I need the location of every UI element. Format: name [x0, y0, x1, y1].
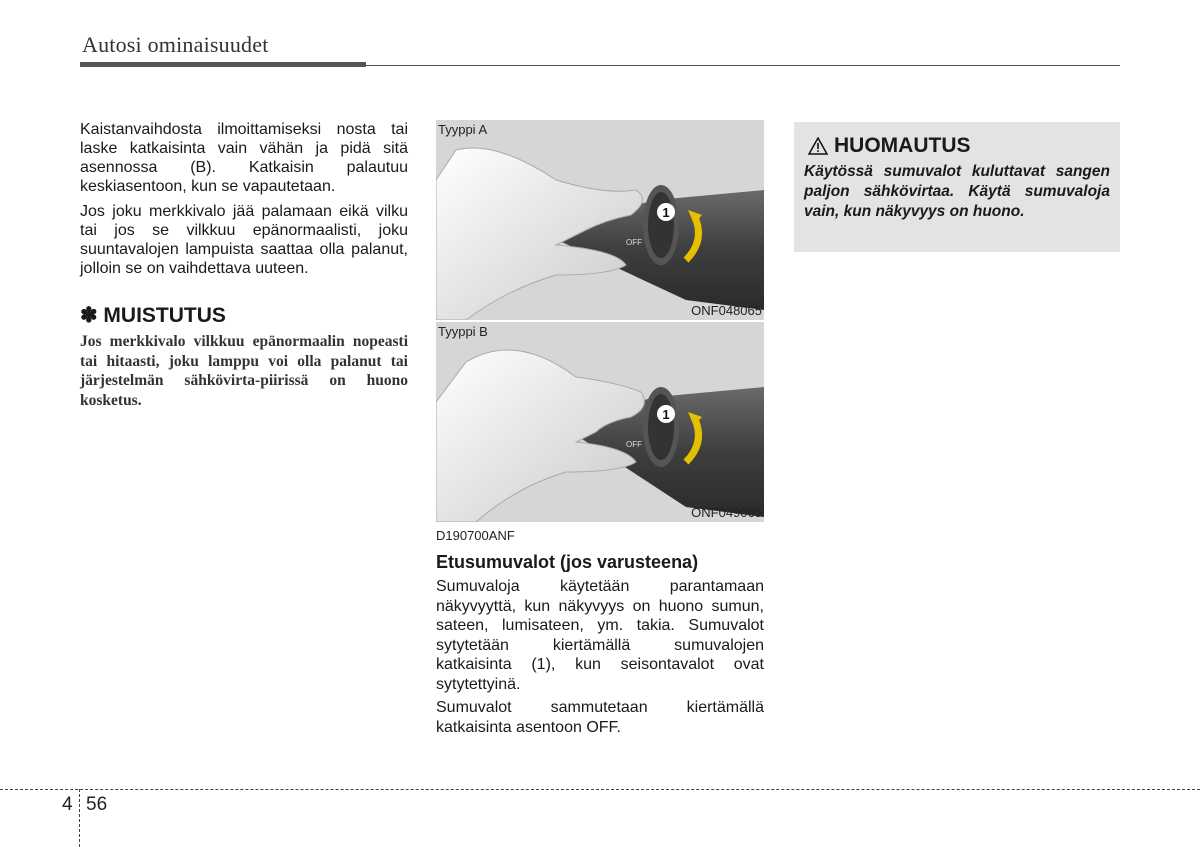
callout-1-b: 1: [662, 407, 670, 422]
header-rule-thick: [80, 62, 366, 67]
stalk-hand-illustration-a: [436, 120, 764, 320]
figure-type-b: [436, 322, 764, 522]
figure-type-a: [436, 120, 764, 320]
caution-body: Käytössä sumuvalot kuluttavat sangen paljon sähkövirtaa. Käytä sumuvaloja vain, kun näkyvyys on huono.: [804, 163, 1110, 220]
section-title: Etusumuvalot (jos varusteena): [436, 552, 699, 572]
switch-off-label-a: OFF: [626, 238, 642, 247]
warning-triangle-icon: [808, 137, 828, 155]
figure-b-label: Tyyppi B: [438, 324, 488, 339]
left-paragraph-2: Jos joku merkkivalo jää palamaan eikä vilku tai jos se vilkkuu epänormaalisti, joku suuntavalojen lampuista saattaa olla palanut, jolloin se on vaihdettava uuteen.: [80, 203, 408, 277]
note-body: Jos merkkivalo vilkkuu epänormaalin nopeasti tai hitaasti, joku lamppu voi olla palanut tai järjestelmän sähkövirta-piirissä on huono kosketus.: [80, 333, 408, 409]
switch-off-label-b: OFF: [626, 440, 642, 449]
figure-b-code: ONF049065: [691, 505, 762, 520]
stalk-hand-illustration-b: [436, 322, 764, 522]
page-header-title: Autosi ominaisuudet: [82, 32, 269, 57]
middle-paragraph-2: Sumuvalot sammutetaan kiertämällä katkaisinta asentoon OFF.: [436, 699, 764, 736]
caution-title: HUOMAUTUS: [834, 134, 971, 157]
left-column: [80, 120, 408, 410]
section-code: D190700ANF: [436, 528, 515, 543]
left-paragraph-1: Kaistanvaihdosta ilmoittamiseksi nosta tai laske katkaisinta vain vähän ja pidä sitä asennossa (B). Katkaisin palautuu keskiasentoon, kun se vapautetaan.: [80, 121, 408, 195]
middle-paragraph-1: Sumuvaloja käytetään parantamaan näkyvyyttä, kun näkyvyys on huono sumun, sateen, lumisateen, ym. takia. Sumuvalot sytytetään kiertämällä sumuvalojen katkaisinta (1), kun seisontavalot ovat sytytettyinä.: [436, 578, 764, 693]
caution-heading: [808, 134, 971, 158]
section-number: 4: [62, 794, 73, 815]
note-title: ✽ MUISTUTUS: [80, 304, 226, 327]
page-number: 56: [86, 794, 108, 815]
callout-1-a: 1: [662, 205, 670, 220]
figure-a-label: Tyyppi A: [438, 122, 488, 137]
footer-dashed-divider: [79, 789, 80, 847]
header-rule-thin: [366, 65, 1120, 66]
figure-a-code: ONF048065: [691, 303, 762, 318]
footer-dashed-rule: [0, 789, 1200, 790]
middle-column-text: [436, 528, 764, 737]
caution-box: [794, 122, 1120, 252]
